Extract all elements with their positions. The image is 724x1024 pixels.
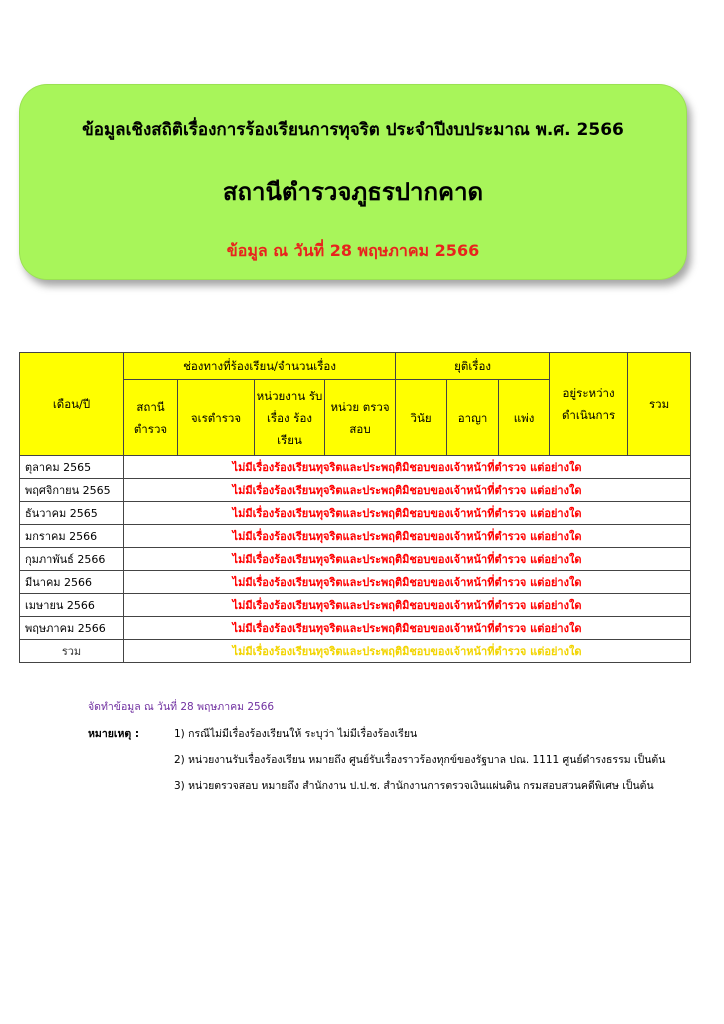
station-name: สถานีตำรวจภูธรปากคาด <box>222 178 484 206</box>
table-row <box>20 525 691 548</box>
no-complaint-message: ไม่มีเรื่องร้องเรียนทุจริตและประพฤติมิชอบของเจ้าหน้าที่ตำรวจ แต่อย่างใด <box>124 456 691 479</box>
total-label: รวม <box>20 640 124 663</box>
header-inspector: จเรตำรวจ <box>178 380 255 456</box>
header-discipline: วินัย <box>396 380 447 456</box>
table-row <box>20 456 691 479</box>
no-complaint-message: ไม่มีเรื่องร้องเรียนทุจริตและประพฤติมิชอบของเจ้าหน้าที่ตำรวจ แต่อย่างใด <box>124 479 691 502</box>
notes-label: หมายเหตุ : <box>88 728 140 740</box>
note-item: 2) หน่วยงานรับเรื่องร้องเรียน หมายถึง ศูนย์รับเรื่องราวร้องทุกข์ของรัฐบาล ปณ. 1111 ศูนย์ดำรงธรรม เป็นต้น <box>174 754 666 766</box>
month-cell: กุมภาพันธ์ 2566 <box>20 548 124 571</box>
report-title: ข้อมูลเชิงสถิติเรื่องการร้องเรียนการทุจริต ประจำปีงบประมาณ พ.ศ. 2566 <box>82 120 624 140</box>
month-cell: ธันวาคม 2565 <box>20 502 124 525</box>
month-cell: เมษายน 2566 <box>20 594 124 617</box>
total-message: ไม่มีเรื่องร้องเรียนทุจริตและประพฤติมิชอบของเจ้าหน้าที่ตำรวจ แต่อย่างใด <box>124 640 691 663</box>
header-criminal: อาญา <box>447 380 499 456</box>
header-total: รวม <box>628 353 691 456</box>
no-complaint-message: ไม่มีเรื่องร้องเรียนทุจริตและประพฤติมิชอบของเจ้าหน้าที่ตำรวจ แต่อย่างใด <box>124 594 691 617</box>
no-complaint-message: ไม่มีเรื่องร้องเรียนทุจริตและประพฤติมิชอบของเจ้าหน้าที่ตำรวจ แต่อย่างใด <box>124 571 691 594</box>
month-cell: พฤศจิกายน 2565 <box>20 479 124 502</box>
table-row <box>20 479 691 502</box>
header-in-progress: อยู่ระหว่าง ดำเนินการ <box>550 353 628 456</box>
month-cell: ตุลาคม 2565 <box>20 456 124 479</box>
month-cell: มีนาคม 2566 <box>20 571 124 594</box>
header-month: เดือน/ปี <box>20 353 124 456</box>
complaint-statistics-table <box>19 352 691 663</box>
no-complaint-message: ไม่มีเรื่องร้องเรียนทุจริตและประพฤติมิชอบของเจ้าหน้าที่ตำรวจ แต่อย่างใด <box>124 525 691 548</box>
prepared-date: จัดทำข้อมูล ณ วันที่ 28 พฤษภาคม 2566 <box>88 701 275 713</box>
total-row <box>20 640 691 663</box>
header-complaint-agency: หน่วยงาน รับเรื่อง ร้องเรียน <box>255 380 325 456</box>
month-cell: มกราคม 2566 <box>20 525 124 548</box>
note-item: 1) กรณีไม่มีเรื่องร้องเรียนให้ ระบุว่า ไม่มีเรื่องร้องเรียน <box>174 728 418 740</box>
no-complaint-message: ไม่มีเรื่องร้องเรียนทุจริตและประพฤติมิชอบของเจ้าหน้าที่ตำรวจ แต่อย่างใด <box>124 502 691 525</box>
no-complaint-message: ไม่มีเรื่องร้องเรียนทุจริตและประพฤติมิชอบของเจ้าหน้าที่ตำรวจ แต่อย่างใด <box>124 548 691 571</box>
header-ended: ยุติเรื่อง <box>396 353 550 380</box>
table-row <box>20 571 691 594</box>
table-row <box>20 502 691 525</box>
header-channels: ช่องทางที่ร้องเรียน/จำนวนเรื่อง <box>124 353 396 380</box>
title-banner <box>19 84 687 280</box>
no-complaint-message: ไม่มีเรื่องร้องเรียนทุจริตและประพฤติมิชอบของเจ้าหน้าที่ตำรวจ แต่อย่างใด <box>124 617 691 640</box>
header-police-station: สถานี ตำรวจ <box>124 380 178 456</box>
table-row <box>20 594 691 617</box>
header-civil: แพ่ง <box>499 380 550 456</box>
month-cell: พฤษภาคม 2566 <box>20 617 124 640</box>
note-item: 3) หน่วยตรวจสอบ หมายถึง สำนักงาน ป.ป.ช. สำนักงานการตรวจเงินแผ่นดิน กรมสอบสวนคดีพิเศษ เป็นต้น <box>174 780 654 792</box>
table-row <box>20 617 691 640</box>
header-audit-unit: หน่วย ตรวจสอบ <box>325 380 396 456</box>
data-as-of: ข้อมูล ณ วันที่ 28 พฤษภาคม 2566 <box>226 241 480 260</box>
table-row <box>20 548 691 571</box>
